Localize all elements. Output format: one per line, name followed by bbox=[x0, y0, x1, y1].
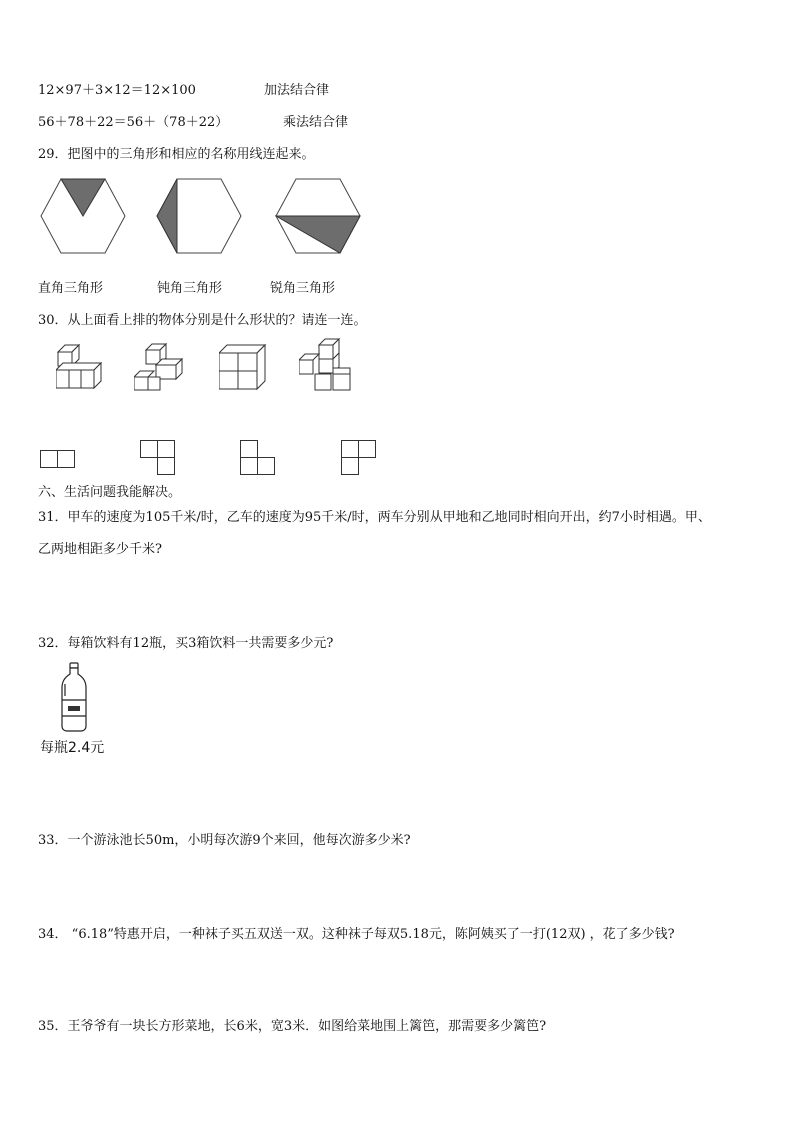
acute-triangle-shaded bbox=[276, 216, 360, 253]
cube-stack-2 bbox=[134, 343, 188, 391]
hexagon-figure-1 bbox=[40, 178, 126, 254]
law-expression-1: 12×97＋3×12＝12×100 bbox=[38, 83, 196, 98]
law-expression-2: 56＋78＋22＝56＋（78＋22） bbox=[38, 115, 229, 130]
bottle-price-label: 每瓶2.4元 bbox=[40, 740, 105, 756]
hexagon-figure-2 bbox=[156, 178, 242, 254]
question-35-text: 35．王爷爷有一块长方形菜地，长6米，宽3米．如图给菜地围上篱笆，那需要多少篱笆? bbox=[38, 1019, 547, 1034]
law-name-2: 乘法结合律 bbox=[283, 115, 349, 130]
top-view-4 bbox=[341, 440, 377, 476]
bottle-icon bbox=[60, 662, 88, 732]
hexagon-figure-3 bbox=[275, 178, 361, 254]
triangle-name-acute: 锐角三角形 bbox=[270, 281, 336, 296]
question-33-text: 33．一个游泳池长50m，小明每次游9个来回，他每次游多少米? bbox=[38, 833, 411, 848]
law-name-1: 加法结合律 bbox=[264, 83, 330, 98]
obtuse-triangle-shaded bbox=[157, 179, 177, 253]
cube-stack-4 bbox=[299, 338, 355, 392]
question-31-line-2: 乙两地相距多少千米? bbox=[38, 542, 162, 557]
top-view-2 bbox=[140, 440, 176, 476]
question-30-text: 30．从上面看上排的物体分别是什么形状的？请连一连。 bbox=[38, 313, 367, 328]
cube-stack-3 bbox=[219, 343, 267, 391]
triangle-name-right: 直角三角形 bbox=[38, 281, 104, 296]
question-29-text: 29．把图中的三角形和相应的名称用线连起来。 bbox=[38, 147, 315, 162]
question-32-text: 32．每箱饮料有12瓶，买3箱饮料一共需要多少元? bbox=[38, 636, 334, 651]
question-31-line-1: 31．甲车的速度为105千米/时，乙车的速度为95千米/时，两车分别从甲地和乙地同时相向开出，约7小时相遇。甲、 bbox=[38, 510, 711, 525]
cube-stack-1 bbox=[56, 343, 106, 391]
section-6-title: 六、生活问题我能解决。 bbox=[38, 485, 182, 500]
top-view-1 bbox=[40, 450, 76, 468]
triangle-name-obtuse: 钝角三角形 bbox=[157, 281, 223, 296]
question-34-text: 34． “6.18”特惠开启，一种袜子买五双送一双。这种袜子每双5.18元，陈阿姨买了一打(12双) ，花了多少钱? bbox=[38, 927, 675, 942]
top-view-3 bbox=[240, 440, 276, 476]
right-triangle-shaded bbox=[61, 179, 105, 216]
